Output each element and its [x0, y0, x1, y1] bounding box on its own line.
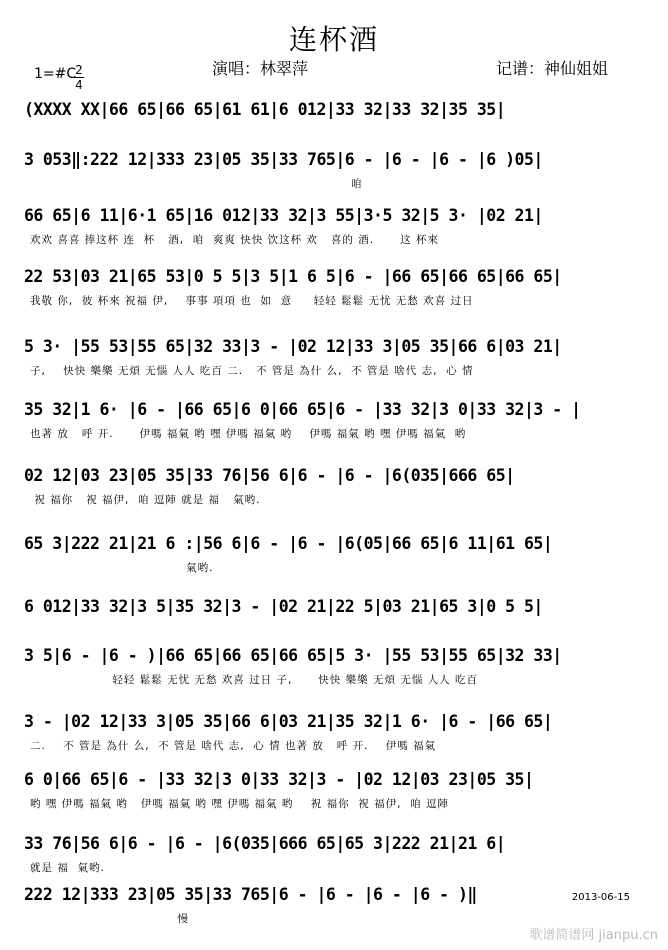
- notes-line: 3 - |02 12|33 3|05 35|66 6|03 21|35 32|1 6· |6 - |66 65|: [24, 712, 553, 731]
- lyrics-line: 我敬 你, 彼 杯來 祝福 伊, 事事 項項 也 如 意 轻轻 鬆鬆 无忧 无愁 欢喜 过日: [30, 295, 474, 307]
- key-signature: 1=#C: [34, 66, 77, 82]
- lyrics-line: 慢: [30, 913, 189, 925]
- notes-line: (XXXX XX|66 65|66 65|61 61|6 012|33 32|33 32|35 35|: [24, 100, 506, 119]
- time-signature: [74, 64, 84, 91]
- notes-line: 3 5|6 - |6 - )|66 65|66 65|66 65|5 3· |55 53|55 65|32 33|: [24, 646, 562, 665]
- lyrics-line: 欢欢 喜喜 捧这杯 连 杯 酒, 咱 爽爽 快快 饮这杯 欢 喜的 酒. 这 杯來: [30, 234, 439, 246]
- singer-credit: 演唱：林翠萍: [212, 59, 309, 78]
- notes-line: 35 32|1 6· |6 - |66 65|6 0|66 65|6 - |33 32|3 0|33 32|3 - |: [24, 400, 581, 419]
- notes-line: 22 53|03 21|65 53|0 5 5|3 5|1 6 5|6 - |66 65|66 65|66 65|: [24, 267, 562, 286]
- notes-line: 66 65|6 11|6·1 65|16 012|33 32|3 55|3·5 32|5 3· |02 21|: [24, 206, 543, 225]
- lyrics-line: 就是 福 氣哟.: [30, 862, 105, 874]
- lyrics-line: 氣哟.: [30, 562, 214, 574]
- song-title: 连杯酒: [288, 23, 379, 56]
- notes-line: 02 12|03 23|05 35|33 76|56 6|6 - |6 - |6(035|666 65|: [24, 466, 515, 485]
- watermark: 歌谱简谱网 jianpu.cn: [529, 928, 658, 943]
- notes-line: 5 3· |55 53|55 65|32 33|3 - |02 12|33 3|05 35|66 6|03 21|: [24, 337, 562, 356]
- lyrics-line: 祝 福你 祝 福伊, 咱 逗陣 就是 福 氣哟.: [30, 494, 261, 506]
- notes-line: 6 012|33 32|3 5|35 32|3 - |02 21|22 5|03 21|65 3|0 5 5|: [24, 597, 543, 616]
- lyrics-line: 轻轻 鬆鬆 无忧 无愁 欢喜 过日 子, 快快 樂樂 无煩 无惱 人人 吃百: [30, 674, 478, 686]
- transcriber-credit: 记谱：神仙姐姐: [496, 59, 609, 78]
- date-stamp: 2013-06-15: [571, 892, 630, 903]
- lyrics-line: 二. 不 管是 為什 么, 不 管是 啥代 志, 心 情 也著 放 呼 开. 伊嗎 福氣: [30, 740, 437, 752]
- time-signature-bottom: 4: [75, 78, 83, 92]
- notes-line: 3 053‖:222 12|333 23|05 35|33 765|6 - |6 - |6 - |6 )05|: [24, 150, 543, 169]
- lyrics-line: 子, 快快 樂樂 无煩 无惱 人人 吃百 二. 不 管是 為什 么, 不 管是 啥代 志, 心 情: [30, 365, 474, 377]
- notes-line: 222 12|333 23|05 35|33 765|6 - |6 - |6 - |6 - )‖: [24, 885, 477, 904]
- lyrics-line: 也著 放 呼 开. 伊嗎 福氣 哟 嘿 伊嗎 福氣 哟 伊嗎 福氣 哟 嘿 伊嗎 福氣 哟: [30, 428, 467, 440]
- notes-line: 33 76|56 6|6 - |6 - |6(035|666 65|65 3|222 21|21 6|: [24, 834, 506, 853]
- notes-line: 65 3|222 21|21 6 :|56 6|6 - |6 - |6(05|66 65|6 11|61 65|: [24, 534, 553, 553]
- notes-line: 6 0|66 65|6 - |33 32|3 0|33 32|3 - |02 12|03 23|05 35|: [24, 770, 534, 789]
- time-signature-top: 2: [75, 63, 83, 77]
- lyrics-line: 咱: [30, 178, 363, 190]
- lyrics-line: 哟 嘿 伊嗎 福氣 哟 伊嗎 福氣 哟 嘿 伊嗎 福氣 哟 祝 福你 祝 福伊, 咱 逗陣: [30, 798, 449, 810]
